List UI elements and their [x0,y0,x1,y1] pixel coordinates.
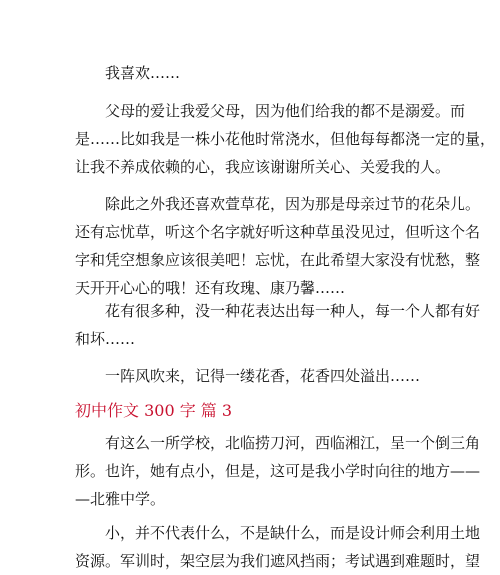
paragraph-line: 还有忘忧草，听这个名字就好听这种草虽没见过，但听这个名 [75,223,481,241]
paragraph-3 [75,190,481,302]
paragraph-line: 有这么一所学校，北临捞刀河，西临湘江，呈一个倒三角 [105,434,481,452]
paragraph-line: 我喜欢…… [105,64,181,82]
paragraph-line: 一阵风吹来，记得一缕花香，花香四处溢出…… [105,367,421,385]
paragraph-7 [75,519,481,575]
section-heading: 初中作文 300 字 篇 3 [75,401,233,420]
paragraph-line: —北雅中学。 [75,490,166,508]
paragraph-line: 花有很多种，没一种花表达出每一种人，每一个人都有好 [105,302,481,320]
paragraph-line: 和坏…… [75,330,136,348]
paragraph-line: 资源。军训时，架空层为我们遮风挡雨；考试遇到难题时，望 [75,552,481,570]
paragraph-line: 天开开心心的哦！还有玫瑰、康乃馨…… [75,279,346,297]
paragraph-line: 让我不养成依赖的心，我应该谢谢所关心、关爱我的人。 [75,158,451,176]
paragraph-line: 父母的爱让我爱父母，因为他们给我的都不是溺爱。而 [105,102,466,120]
paragraph-line: 形。也许，她有点小，但是，这可是我小学时向往的地方—— [75,462,481,480]
paragraph-line: 小，并不代表什么，不是缺什么，而是设计师会利用土地 [105,524,481,542]
paragraph-2 [75,97,496,181]
paragraph-5 [75,362,420,390]
paragraph-6 [75,429,481,513]
paragraph-1 [75,59,420,87]
paragraph-4 [75,297,481,353]
paragraph-line: 字和凭空想象应该很美吧！忘忧，在此希望大家没有忧愁，整 [75,251,481,269]
paragraph-line: 是……比如我是一株小花他时常浇水，但他每每都浇一定的量， [75,130,496,148]
paragraph-line: 除此之外我还喜欢萱草花，因为那是母亲过节的花朵儿。 [105,195,481,213]
